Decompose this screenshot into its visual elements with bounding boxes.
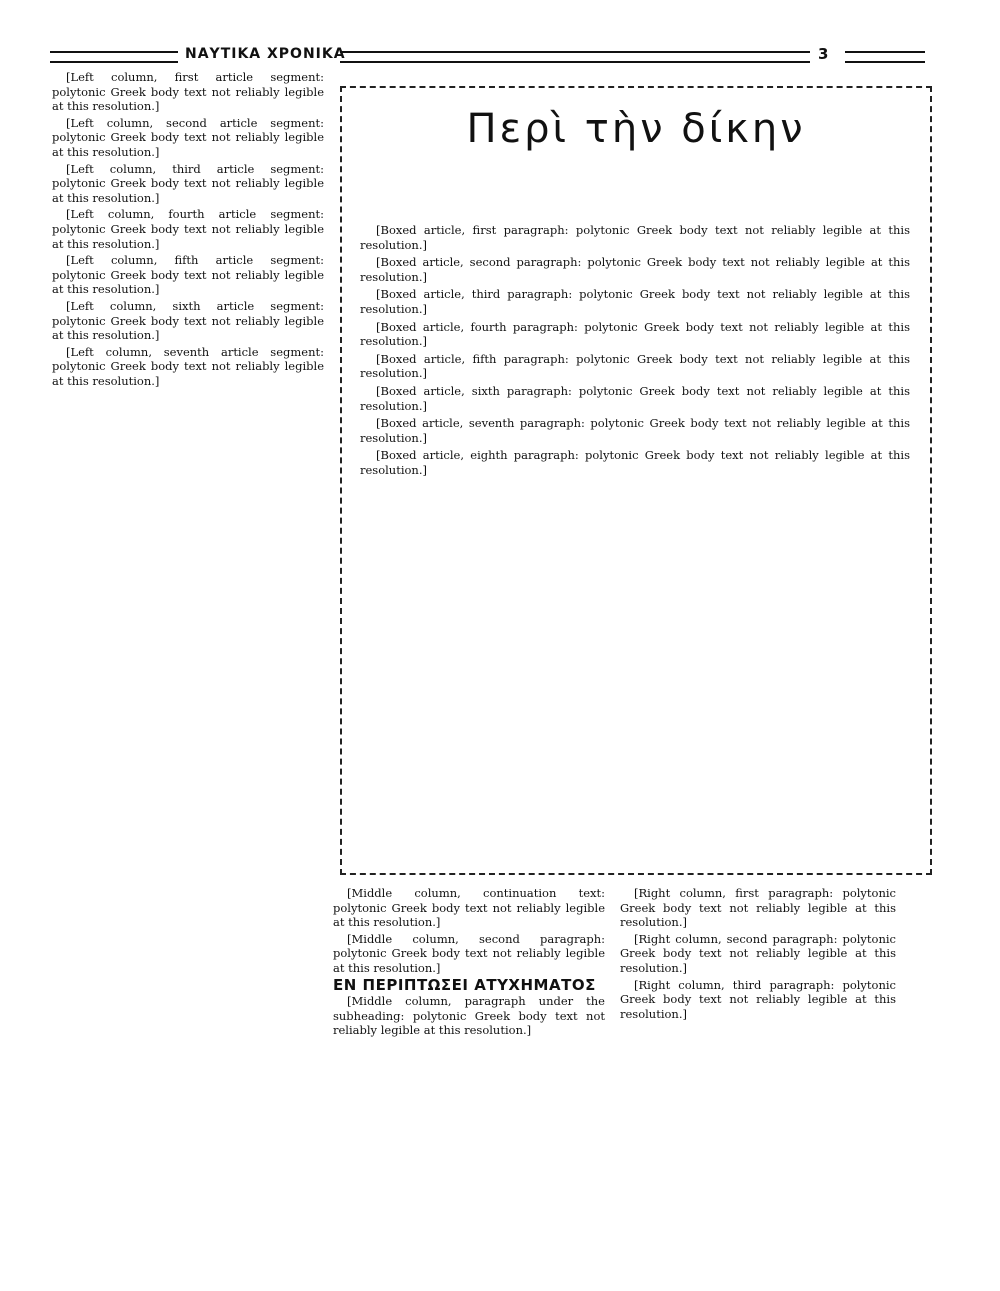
box-paragraph: [Boxed article, second paragraph: polytonic Greek body text not reliably legible at this resolution.]: [360, 255, 910, 284]
box-paragraph: [Boxed article, fourth paragraph: polytonic Greek body text not reliably legible at this resolution.]: [360, 319, 910, 349]
box-paragraph: [Boxed article, sixth paragraph: polytonic Greek body text not reliably legible at this resolution.]: [360, 383, 910, 413]
left-paragraph: [Left column, third article segment: polytonic Greek body text not reliably legible at this resolution.]: [52, 161, 324, 205]
box-paragraph: [Boxed article, fifth paragraph: polytonic Greek body text not reliably legible at this resolution.]: [360, 351, 910, 381]
box-paragraph: [Boxed article, seventh paragraph: polytonic Greek body text not reliably legible at this resolution.]: [360, 416, 910, 445]
header-rule-left: [50, 51, 178, 63]
left-paragraph: [Left column, fourth article segment: polytonic Greek body text not reliably legible at this resolution.]: [52, 207, 324, 251]
middle-paragraph: [Middle column, paragraph under the subheading: polytonic Greek body text not reliably legible at this resolution.]: [333, 994, 605, 1038]
left-paragraph: [Left column, fifth article segment: polytonic Greek body text not reliably legible at this resolution.]: [52, 253, 324, 297]
page-number: 3: [818, 45, 829, 63]
publication-title: ΝΑΥΤΙΚΑ ΧΡΟΝΙΚΑ: [185, 46, 346, 62]
left-paragraph: [Left column, first article segment: polytonic Greek body text not reliably legible at this resolution.]: [52, 70, 324, 114]
right-paragraph: [Right column, first paragraph: polytonic Greek body text not reliably legible at this resolution.]: [620, 886, 896, 930]
article-headline: Περὶ τὴν δίκην: [466, 106, 806, 152]
left-column: [52, 70, 324, 390]
middle-column: [333, 886, 605, 1040]
page-header: [50, 46, 925, 66]
left-paragraph: [Left column, sixth article segment: polytonic Greek body text not reliably legible at this resolution.]: [52, 298, 324, 343]
box-paragraph: [Boxed article, eighth paragraph: polytonic Greek body text not reliably legible at this resolution.]: [360, 448, 910, 477]
box-paragraph: [Boxed article, third paragraph: polytonic Greek body text not reliably legible at this resolution.]: [360, 287, 910, 316]
box-paragraph: [Boxed article, first paragraph: polytonic Greek body text not reliably legible at this resolution.]: [360, 223, 910, 252]
left-paragraph: [Left column, second article segment: polytonic Greek body text not reliably legible at this resolution.]: [52, 115, 324, 159]
boxed-article-body: [360, 223, 910, 481]
right-paragraph: [Right column, third paragraph: polytonic Greek body text not reliably legible at this resolution.]: [620, 977, 896, 1021]
middle-paragraph: [Middle column, continuation text: polytonic Greek body text not reliably legible at this resolution.]: [333, 886, 605, 930]
right-column: [620, 886, 896, 1023]
header-rule-middle: [340, 51, 810, 63]
subheading: ΕΝ ΠΕΡΙΠΤΩΣΕΙ ΑΤΥΧΗΜΑΤΟΣ: [333, 975, 596, 994]
left-paragraph: [Left column, seventh article segment: polytonic Greek body text not reliably legible at this resolution.]: [52, 344, 324, 388]
right-paragraph: [Right column, second paragraph: polytonic Greek body text not reliably legible at this resolution.]: [620, 931, 896, 975]
boxed-article: [340, 86, 932, 875]
middle-paragraph: [Middle column, second paragraph: polytonic Greek body text not reliably legible at this resolution.]: [333, 931, 605, 975]
header-rule-right: [845, 51, 925, 63]
